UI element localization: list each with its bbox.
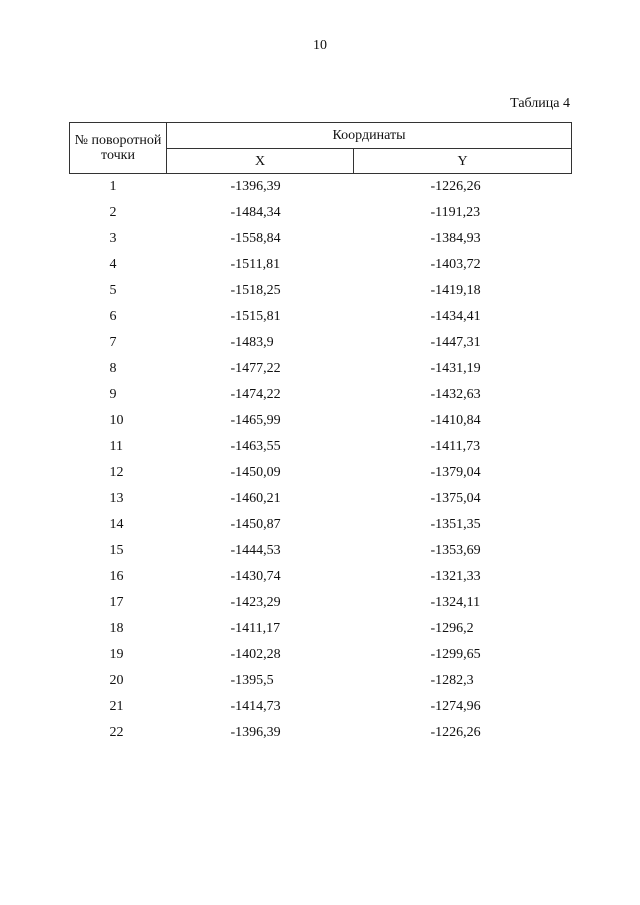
header-point-number: № поворотной точки: [70, 123, 167, 174]
point-number-cell: 22: [109, 725, 124, 740]
point-number-cell: 11: [109, 439, 123, 454]
table-row: [70, 460, 572, 486]
x-coordinate-cell: -1518,25: [230, 283, 281, 298]
header-x: X: [167, 149, 354, 174]
point-number-cell: 18: [109, 621, 124, 636]
x-coordinate-cell: -1414,73: [230, 699, 281, 714]
point-number-cell: 16: [109, 569, 124, 584]
table-row: [70, 538, 572, 564]
x-coordinate-cell: -1558,84: [230, 231, 281, 246]
point-number-cell: 14: [109, 517, 124, 532]
y-coordinate-cell: -1226,26: [430, 725, 481, 740]
y-coordinate-cell: -1411,73: [430, 439, 481, 454]
y-coordinate-cell: -1353,69: [430, 543, 481, 558]
x-coordinate-cell: -1396,39: [230, 179, 281, 194]
table-row: [70, 564, 572, 590]
x-coordinate-cell: -1511,81: [230, 257, 281, 272]
y-coordinate-cell: -1379,04: [430, 465, 481, 480]
x-coordinate-cell: -1395,5: [230, 673, 274, 688]
point-number-cell: 4: [109, 257, 117, 272]
y-coordinate-cell: -1410,84: [430, 413, 481, 428]
point-number-cell: 8: [109, 361, 117, 376]
y-coordinate-cell: -1191,23: [430, 205, 481, 220]
table-row: [70, 356, 572, 382]
table-row: [70, 616, 572, 642]
y-coordinate-cell: -1299,65: [430, 647, 481, 662]
table-row: [70, 434, 572, 460]
y-coordinate-cell: -1296,2: [430, 621, 474, 636]
x-coordinate-cell: -1477,22: [230, 361, 281, 376]
point-number-cell: 10: [109, 413, 124, 428]
y-coordinate-cell: -1434,41: [430, 309, 481, 324]
y-coordinate-cell: -1419,18: [430, 283, 481, 298]
point-number-cell: 19: [109, 647, 124, 662]
point-number-cell: 3: [109, 231, 117, 246]
table-row: [70, 642, 572, 668]
table-row: [70, 382, 572, 408]
y-coordinate-cell: -1282,3: [430, 673, 474, 688]
point-number-cell: 17: [109, 595, 124, 610]
x-coordinate-cell: -1402,28: [230, 647, 281, 662]
y-coordinate-cell: -1447,31: [430, 335, 481, 350]
x-coordinate-cell: -1396,39: [230, 725, 281, 740]
header-coordinates: Координаты: [167, 123, 572, 149]
table-row: [70, 408, 572, 434]
table-row: [70, 304, 572, 330]
table-row: [70, 694, 572, 720]
table-row: [70, 720, 572, 746]
point-number-cell: 9: [109, 387, 117, 402]
x-coordinate-cell: -1450,87: [230, 517, 281, 532]
x-coordinate-cell: -1450,09: [230, 465, 281, 480]
point-number-cell: 20: [109, 673, 124, 688]
table-row: [70, 174, 572, 201]
point-number-cell: 6: [109, 309, 117, 324]
table-row: [70, 226, 572, 252]
table-row: [70, 330, 572, 356]
point-number-cell: 12: [109, 465, 124, 480]
y-coordinate-cell: -1403,72: [430, 257, 481, 272]
point-number-cell: 21: [109, 699, 124, 714]
y-coordinate-cell: -1324,11: [430, 595, 481, 610]
page-number: 10: [313, 38, 327, 53]
y-coordinate-cell: -1226,26: [430, 179, 481, 194]
y-coordinate-cell: -1274,96: [430, 699, 481, 714]
x-coordinate-cell: -1484,34: [230, 205, 281, 220]
y-coordinate-cell: -1384,93: [430, 231, 481, 246]
table-row: [70, 590, 572, 616]
point-number-cell: 2: [109, 205, 117, 220]
point-number-cell: 15: [109, 543, 124, 558]
y-coordinate-cell: -1351,35: [430, 517, 481, 532]
x-coordinate-cell: -1474,22: [230, 387, 281, 402]
x-coordinate-cell: -1483,9: [230, 335, 274, 350]
y-coordinate-cell: -1431,19: [430, 361, 481, 376]
table-row: [70, 278, 572, 304]
x-coordinate-cell: -1460,21: [230, 491, 281, 506]
x-coordinate-cell: -1465,99: [230, 413, 281, 428]
y-coordinate-cell: -1432,63: [430, 387, 481, 402]
y-coordinate-cell: -1375,04: [430, 491, 481, 506]
table-row: [70, 668, 572, 694]
table-header: [70, 123, 572, 174]
x-coordinate-cell: -1444,53: [230, 543, 281, 558]
y-coordinate-cell: -1321,33: [430, 569, 481, 584]
point-number-cell: 1: [109, 179, 117, 194]
x-coordinate-cell: -1423,29: [230, 595, 281, 610]
point-number-cell: 7: [109, 335, 117, 350]
table-row: [70, 252, 572, 278]
table-row: [70, 200, 572, 226]
x-coordinate-cell: -1430,74: [230, 569, 281, 584]
table-body: [70, 174, 572, 747]
table-row: [70, 512, 572, 538]
x-coordinate-cell: -1411,17: [230, 621, 281, 636]
x-coordinate-cell: -1463,55: [230, 439, 281, 454]
table-row: [70, 486, 572, 512]
point-number-cell: 13: [109, 491, 124, 506]
x-coordinate-cell: -1515,81: [230, 309, 281, 324]
coordinates-table: [69, 122, 572, 746]
table-caption: Таблица 4: [510, 96, 570, 111]
header-y: Y: [354, 149, 572, 174]
point-number-cell: 5: [109, 283, 117, 298]
